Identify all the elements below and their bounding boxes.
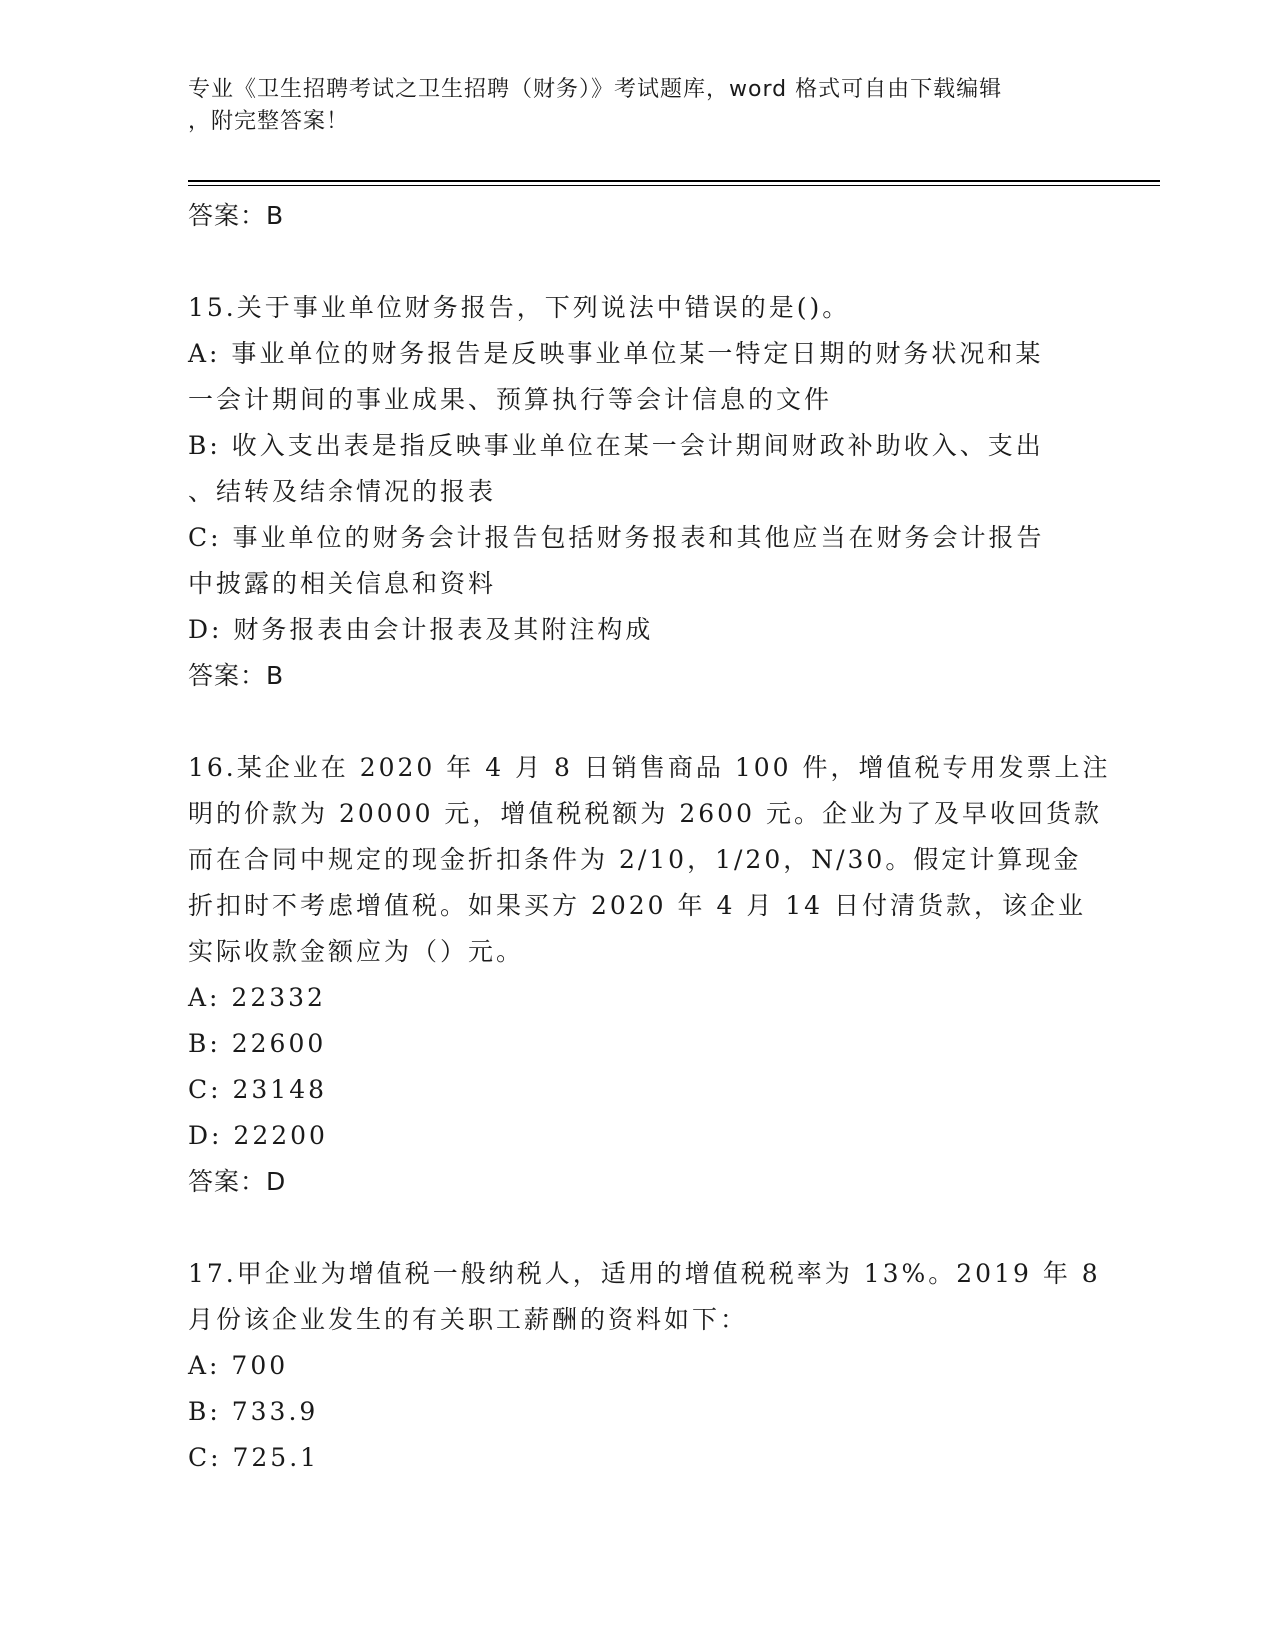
- question-16: [188, 745, 1111, 1205]
- question-17: [188, 1251, 1101, 1481]
- spacer: [188, 1205, 1088, 1251]
- document-content: [188, 193, 1111, 1481]
- question-15-option-c-cont: 中披露的相关信息和资料: [188, 569, 497, 598]
- page-header: [188, 74, 1088, 138]
- question-16-option-b: B: 22600: [188, 1029, 327, 1058]
- question-15-option-a: A: 事业单位的财务报告是反映事业单位某一特定日期的财务状况和某: [188, 339, 1044, 368]
- question-15-option-c: C: 事业单位的财务会计报告包括财务报表和其他应当在财务会计报告: [188, 523, 1045, 552]
- question-15-option-b-cont: 、结转及结余情况的报表: [188, 477, 497, 506]
- question-16-stem-4: 折扣时不考虑增值税。如果买方 2020 年 4 月 14 日付清货款，该企业: [188, 891, 1087, 920]
- question-17-option-a: A: 700: [188, 1351, 289, 1380]
- question-16-option-d: D: 22200: [188, 1121, 328, 1150]
- question-16-stem-3: 而在合同中规定的现金折扣条件为 2/10，1/20，N/30。假定计算现金: [188, 845, 1082, 874]
- header-divider: [188, 180, 1160, 186]
- spacer: [188, 239, 1088, 285]
- question-17-option-b: B: 733.9: [188, 1397, 319, 1426]
- question-16-option-a: A: 22332: [188, 983, 326, 1012]
- header-line-1: 专业《卫生招聘考试之卫生招聘（财务）》考试题库，word 格式可自由下载编辑: [188, 77, 1003, 102]
- header-line-2: ，附完整答案！: [188, 109, 350, 134]
- question-16-stem-5: 实际收款金额应为（）元。: [188, 937, 525, 966]
- question-15-option-d: D: 财务报表由会计报表及其附注构成: [188, 615, 654, 644]
- question-16-stem-2: 明的价款为 20000 元，增值税税额为 2600 元。企业为了及早收回货款: [188, 799, 1102, 828]
- question-17-option-c: C: 725.1: [188, 1443, 320, 1472]
- question-15: [188, 285, 1088, 699]
- question-16-answer: 答案：D: [188, 1167, 287, 1196]
- question-16-stem-1: 16.某企业在 2020 年 4 月 8 日销售商品 100 件，增值税专用发票上注: [188, 753, 1111, 782]
- question-15-answer: 答案：B: [188, 661, 285, 690]
- question-15-option-a-cont: 一会计期间的事业成果、预算执行等会计信息的文件: [188, 385, 833, 414]
- question-15-option-b: B: 收入支出表是指反映事业单位在某一会计期间财政补助收入、支出: [188, 431, 1044, 460]
- question-17-stem-2: 月份该企业发生的有关职工薪酬的资料如下：: [188, 1305, 749, 1334]
- question-16-option-c: C: 23148: [188, 1075, 328, 1104]
- answer-prev: 答案：B: [188, 201, 285, 230]
- question-15-stem: 15.关于事业单位财务报告，下列说法中错误的是()。: [188, 293, 851, 322]
- spacer: [188, 699, 1088, 745]
- question-17-stem-1: 17.甲企业为增值税一般纳税人，适用的增值税税率为 13%。2019 年 8: [188, 1259, 1101, 1288]
